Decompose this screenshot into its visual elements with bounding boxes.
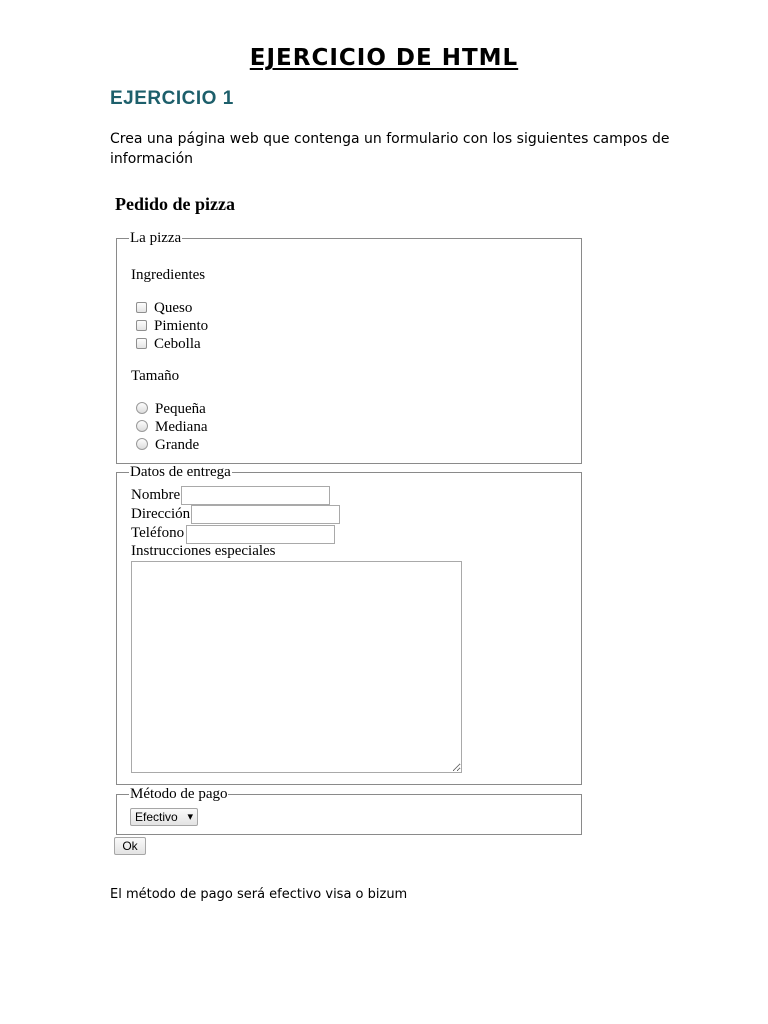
payment-fieldset xyxy=(116,786,582,835)
radio-grande[interactable] xyxy=(136,438,148,450)
payment-legend: Método de pago xyxy=(130,786,228,802)
radio-mediana-label: Mediana xyxy=(155,419,208,435)
delivery-legend: Datos de entrega xyxy=(130,464,231,480)
radio-mediana[interactable] xyxy=(136,420,148,432)
radio-grande-label: Grande xyxy=(155,437,200,453)
delivery-fieldset xyxy=(116,464,582,785)
chevron-down-icon: ▾ xyxy=(187,811,193,823)
checkbox-cebolla[interactable] xyxy=(136,338,147,349)
phone-input[interactable] xyxy=(186,525,335,544)
footer-note: El método de pago será efectivo visa o bizum xyxy=(110,887,408,902)
pizza-legend: La pizza xyxy=(130,230,182,246)
instructions-textarea[interactable] xyxy=(131,561,462,773)
radio-pequena-label: Pequeña xyxy=(155,401,206,417)
radio-pequena[interactable] xyxy=(136,402,148,414)
address-label: Dirección xyxy=(131,506,191,522)
form-title: Pedido de pizza xyxy=(115,194,235,214)
checkbox-queso-label: Queso xyxy=(154,300,193,316)
checkbox-cebolla-label: Cebolla xyxy=(154,336,201,352)
checkbox-pimiento[interactable] xyxy=(136,320,147,331)
document-title-text: EJERCICIO DE HTML xyxy=(249,45,519,71)
payment-method-select[interactable] xyxy=(130,808,198,826)
name-label: Nombre xyxy=(131,487,181,503)
instructions-label: Instrucciones especiales xyxy=(131,543,276,559)
exercise-heading: EJERCICIO 1 xyxy=(110,88,234,109)
phone-label: Teléfono xyxy=(131,525,185,541)
size-label: Tamaño xyxy=(131,368,180,384)
ingredients-label: Ingredientes xyxy=(131,267,206,283)
address-input[interactable] xyxy=(191,505,340,524)
payment-method-value: Efectivo xyxy=(135,810,178,824)
pizza-fieldset xyxy=(116,230,582,464)
checkbox-pimiento-label: Pimiento xyxy=(154,318,209,334)
ok-button[interactable]: Ok xyxy=(114,837,146,855)
name-input[interactable] xyxy=(181,486,330,505)
checkbox-queso[interactable] xyxy=(136,302,147,313)
intro-paragraph: Crea una página web que contenga un formulario con los siguientes campos de información xyxy=(110,131,670,167)
